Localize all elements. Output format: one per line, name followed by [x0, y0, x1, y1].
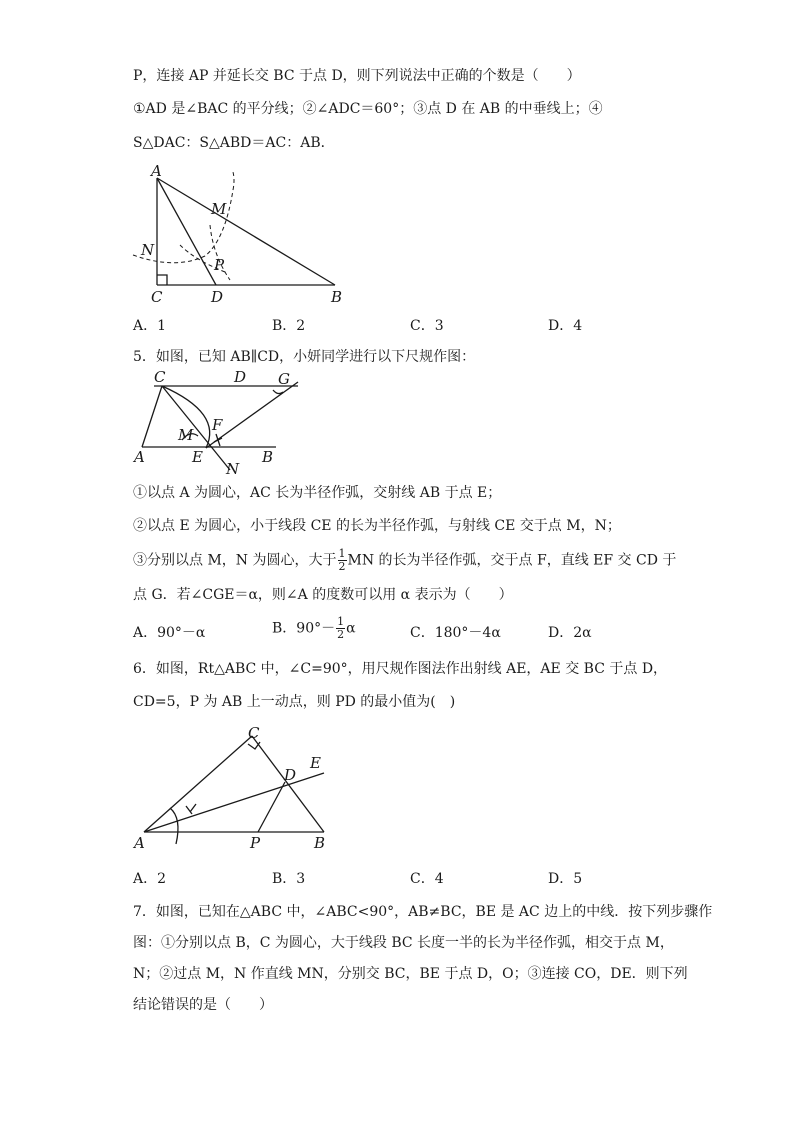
q4-label-C: C [151, 288, 163, 306]
q6-label-P: P [250, 834, 261, 852]
q4-option-a[interactable]: A．1 [133, 318, 167, 334]
q6-label-C: C [248, 724, 260, 742]
q7-text-line4: 结论错误的是（ ） [133, 997, 273, 1013]
q5-step3 [133, 548, 676, 573]
q5-step1: ①以点 A 为圆心，AC 长为半径作弧，交射线 AB 于点 E； [133, 485, 502, 501]
q6-options [133, 868, 693, 888]
q7-text-line3: N；②过点 M，N 作直线 MN，分别交 BC，BE 于点 D，O；③连接 CO，DE．则下列 [133, 966, 688, 982]
q5-option-c[interactable]: C．180°－4α [410, 625, 501, 641]
q4-options [133, 315, 693, 335]
q5-option-a[interactable]: A．90°－α [133, 625, 206, 641]
q5-figure [128, 368, 308, 476]
q4-label-A: A [151, 162, 162, 180]
q4-label-M: M [211, 200, 227, 218]
q5-step3-fraction [338, 548, 347, 573]
q4-text-line3: S△DAC：S△ABD＝AC：AB． [133, 135, 335, 151]
q4-option-c[interactable]: C．3 [410, 318, 444, 334]
q5-label-G: G [278, 370, 290, 388]
q5-options [133, 615, 693, 642]
q4-text-line1: P，连接 AP 并延长交 BC 于点 D，则下列说法中正确的个数是（ ） [133, 68, 581, 84]
q5-label-F: F [212, 416, 223, 434]
q6-option-b[interactable]: B．3 [272, 871, 306, 887]
q5-option-b-pre: B．90°－ [272, 620, 336, 637]
q5-option-b-fraction [336, 616, 345, 641]
q5-step3-pre: ③分别以点 M，N 为圆心，大于 [133, 552, 337, 569]
q5-label-C: C [154, 368, 166, 386]
q5-step4: 点 G．若∠CGE＝α，则∠A 的度数可以用 α 表示为（ ） [133, 587, 513, 603]
q6-label-E: E [310, 754, 321, 772]
q6-label-D: D [284, 766, 297, 784]
q5-step2: ②以点 E 为圆心，小于线段 CE 的长为半径作弧，与射线 CE 交于点 M，N； [133, 518, 621, 534]
q5-step3-post: MN 的长为半径作弧，交于点 F，直线 EF 交 CD 于 [347, 552, 677, 569]
q6-option-c[interactable]: C．4 [410, 871, 444, 887]
q6-text-line2: CD=5，P 为 AB 上一动点，则 PD 的最小值为( ) [133, 694, 456, 710]
q4-label-N: N [141, 241, 155, 259]
q6-label-B: B [314, 834, 326, 852]
q4-label-B: B [331, 288, 343, 306]
q5-label-M: M [178, 426, 194, 444]
q5-label-A: A [134, 448, 145, 466]
q4-option-d[interactable]: D．4 [548, 318, 583, 334]
q5-option-b[interactable] [272, 616, 356, 641]
q6-option-d[interactable]: D．5 [548, 871, 583, 887]
q6-label-A: A [134, 834, 145, 852]
q4-text-line2: ①AD 是∠BAC 的平分线；②∠ADC＝60°；③点 D 在 AB 的中垂线上；④ [133, 101, 603, 117]
q4-figure [125, 160, 365, 310]
q4-option-b[interactable]: B．2 [272, 318, 306, 334]
q5-label-D: D [234, 368, 247, 386]
q6-figure [128, 722, 338, 854]
q4-label-D: D [211, 288, 224, 306]
q6-text-line1: 6．如图，Rt△ABC 中，∠C=90°，用尺规作图法作出射线 AE，AE 交 BC 于点 D， [133, 661, 668, 677]
q5-option-d[interactable]: D．2α [548, 625, 592, 641]
q6-option-a[interactable]: A．2 [133, 871, 167, 887]
q5-label-N: N [226, 460, 240, 476]
q5-option-b-post: α [346, 620, 356, 637]
q5-label-E: E [192, 448, 203, 466]
q5-step3-denominator: 2 [338, 560, 346, 573]
q5-option-b-numerator: 1 [337, 615, 345, 628]
q4-label-P: P [214, 256, 225, 274]
q7-text-line2: 图：①分别以点 B，C 为圆心，大于线段 BC 长度一半的长为半径作弧，相交于点 M， [133, 935, 674, 951]
q5-step3-numerator: 1 [338, 547, 346, 560]
q7-text-line1: 7．如图，已知在△ABC 中，∠ABC<90°，AB≠BC，BE 是 AC 边上的中线．按下列步骤作 [133, 904, 713, 920]
q5-label-B: B [262, 448, 274, 466]
q5-text-line1: 5．如图，已知 AB∥CD，小妍同学进行以下尺规作图： [133, 349, 476, 365]
q5-option-b-denominator: 2 [337, 628, 345, 641]
